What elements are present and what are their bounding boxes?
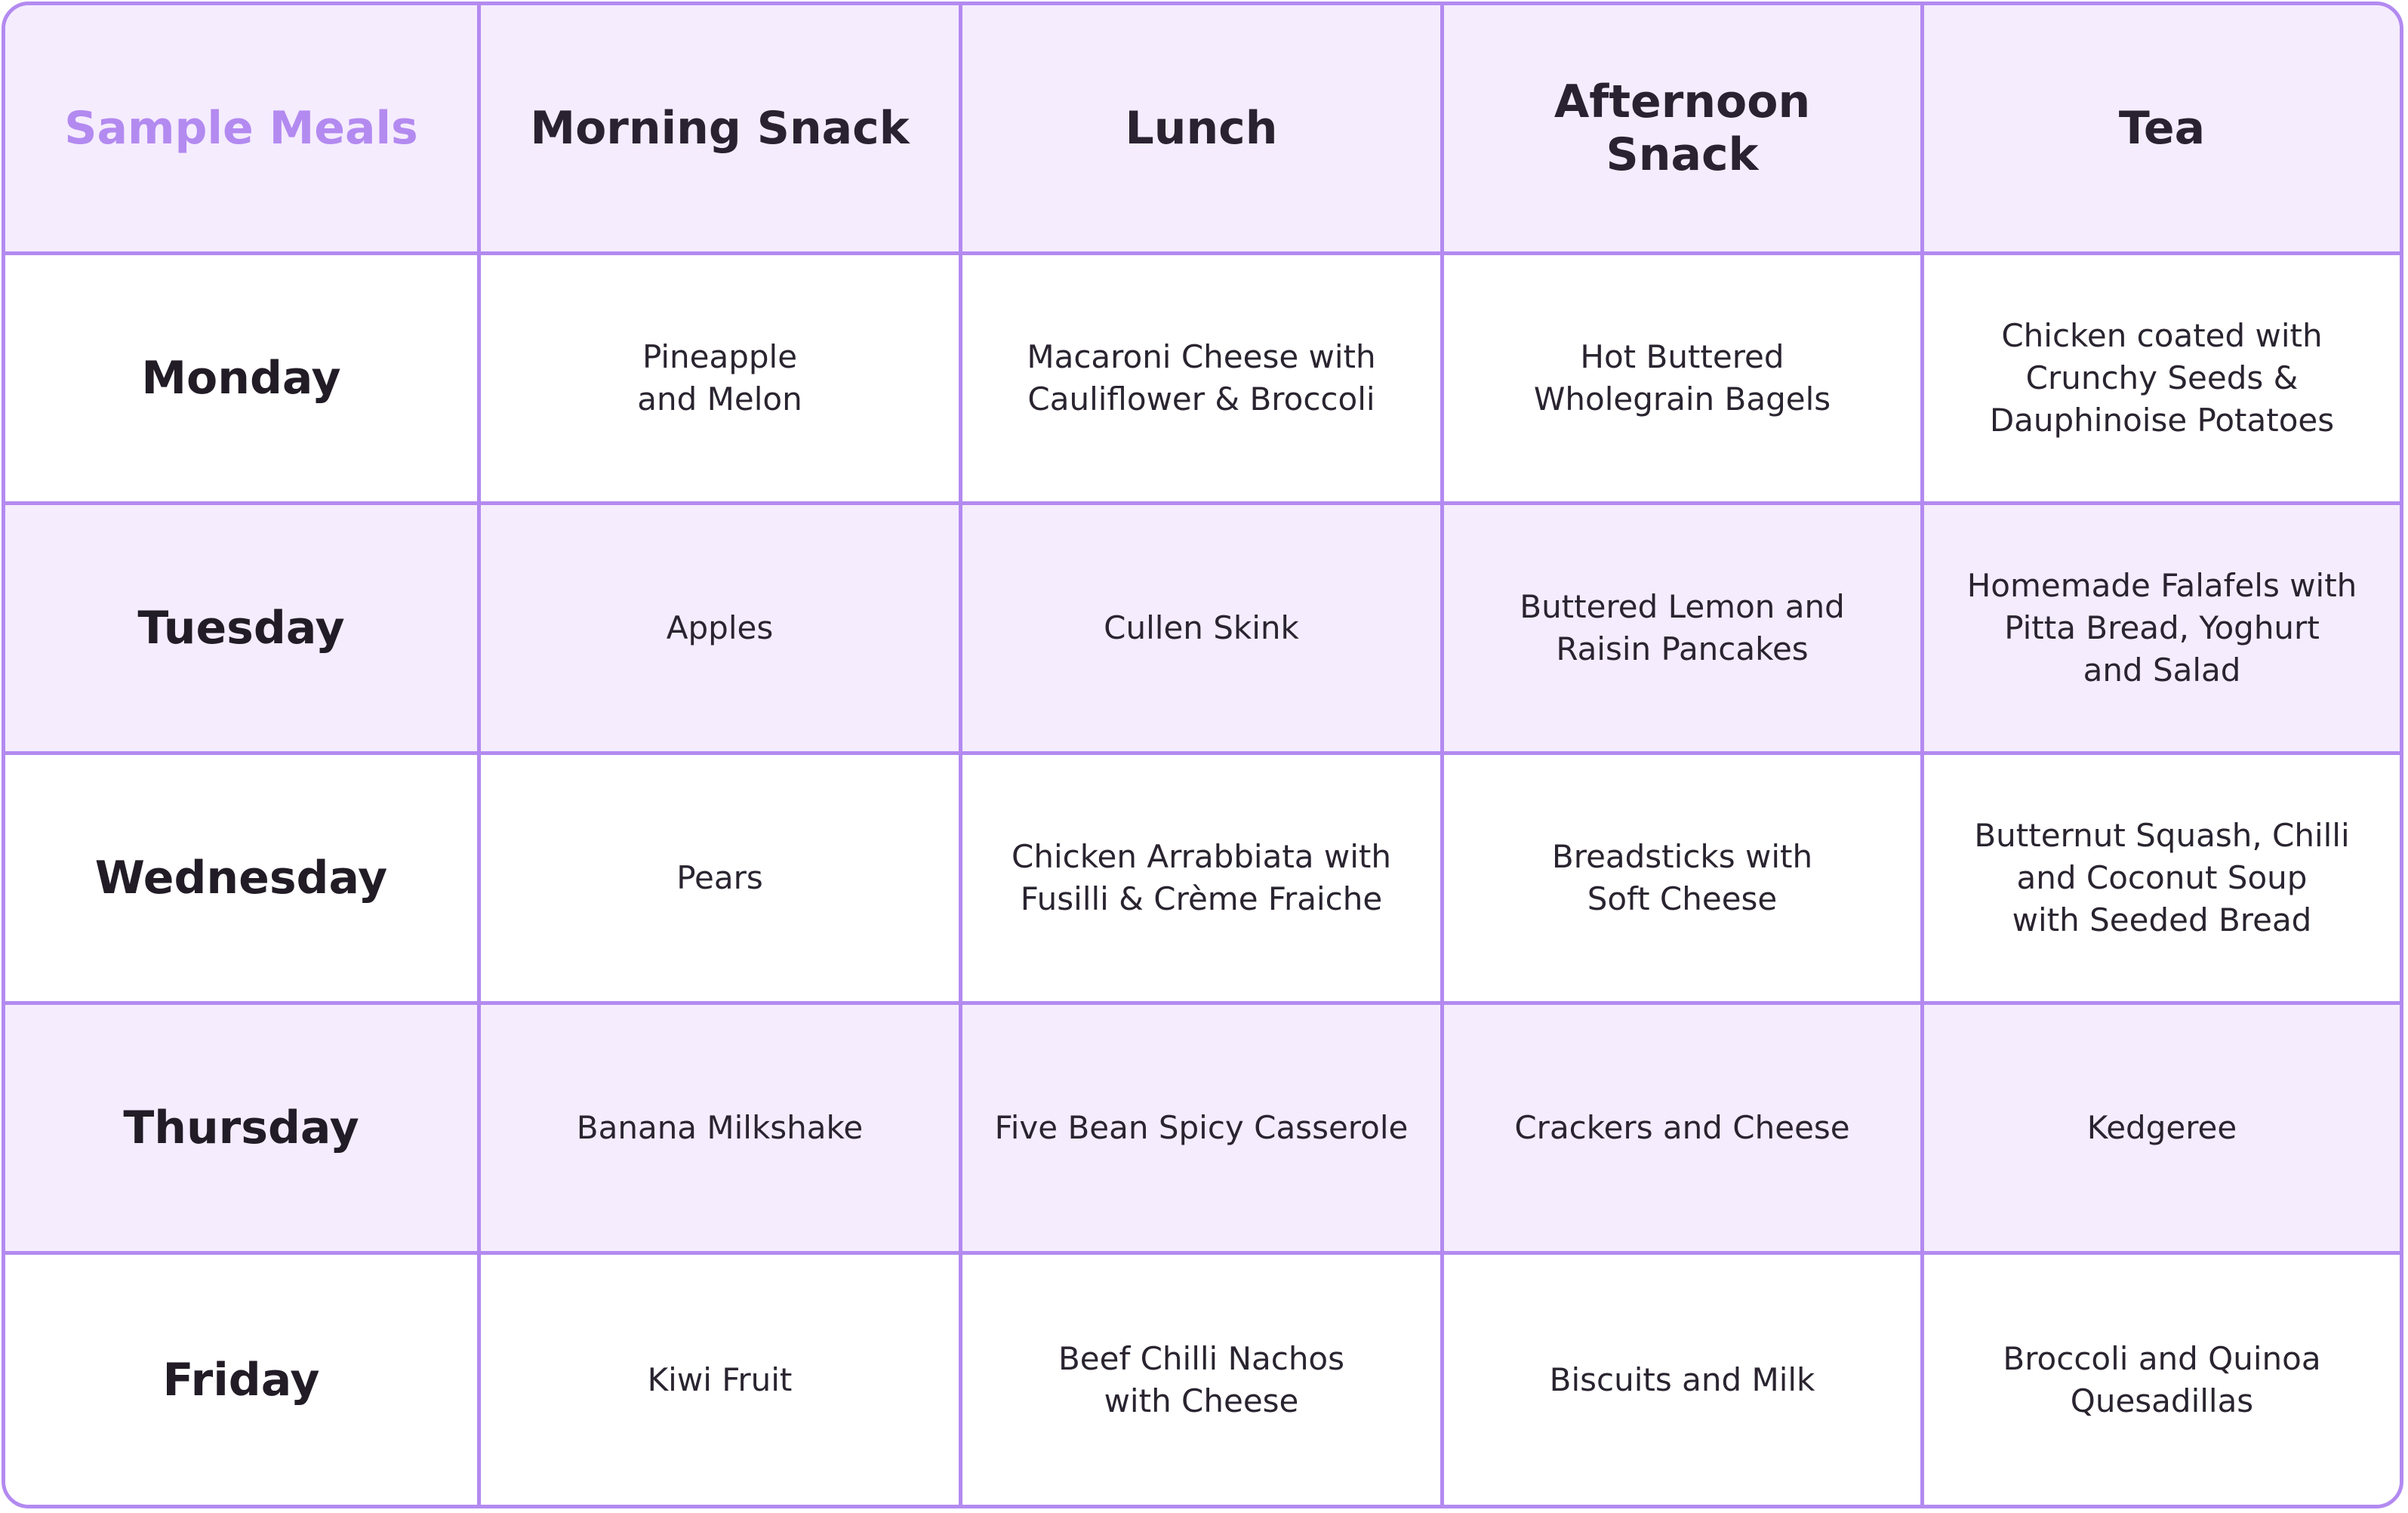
table-cell: Breadsticks with Soft Cheese [1444,755,1924,1005]
table-cell: Apples [481,505,962,755]
row-header-monday: Monday [5,255,481,505]
table-cell: Banana Milkshake [481,1005,962,1255]
row-header-tuesday: Tuesday [5,505,481,755]
row-header-wednesday: Wednesday [5,755,481,1005]
table-cell: Kedgeree [1924,1005,2400,1255]
table-cell: Pineapple and Melon [481,255,962,505]
table-cell: Cullen Skink [962,505,1444,755]
column-header-afternoon-snack: Afternoon Snack [1444,5,1924,255]
table-cell: Macaroni Cheese with Cauliflower & Broccoli [962,255,1444,505]
meal-plan-table [2,2,2403,1508]
table-cell: Five Bean Spicy Casserole [962,1005,1444,1255]
table-cell: Hot Buttered Wholegrain Bagels [1444,255,1924,505]
column-header-lunch: Lunch [962,5,1444,255]
column-header-morning-snack: Morning Snack [481,5,962,255]
table-cell: Butternut Squash, Chilli and Coconut Soup with Seeded Bread [1924,755,2400,1005]
row-header-friday: Friday [5,1255,481,1505]
table-cell: Broccoli and Quinoa Quesadillas [1924,1255,2400,1505]
meal-plan-grid [5,5,2400,1505]
table-cell: Pears [481,755,962,1005]
column-header-tea: Tea [1924,5,2400,255]
table-cell: Crackers and Cheese [1444,1005,1924,1255]
row-header-thursday: Thursday [5,1005,481,1255]
corner-label: Sample Meals [5,5,481,255]
table-cell: Chicken Arrabbiata with Fusilli & Crème Fraiche [962,755,1444,1005]
table-cell: Buttered Lemon and Raisin Pancakes [1444,505,1924,755]
table-cell: Chicken coated with Crunchy Seeds & Dauphinoise Potatoes [1924,255,2400,505]
table-cell: Homemade Falafels with Pitta Bread, Yoghurt and Salad [1924,505,2400,755]
table-cell: Kiwi Fruit [481,1255,962,1505]
table-cell: Beef Chilli Nachos with Cheese [962,1255,1444,1505]
table-cell: Biscuits and Milk [1444,1255,1924,1505]
